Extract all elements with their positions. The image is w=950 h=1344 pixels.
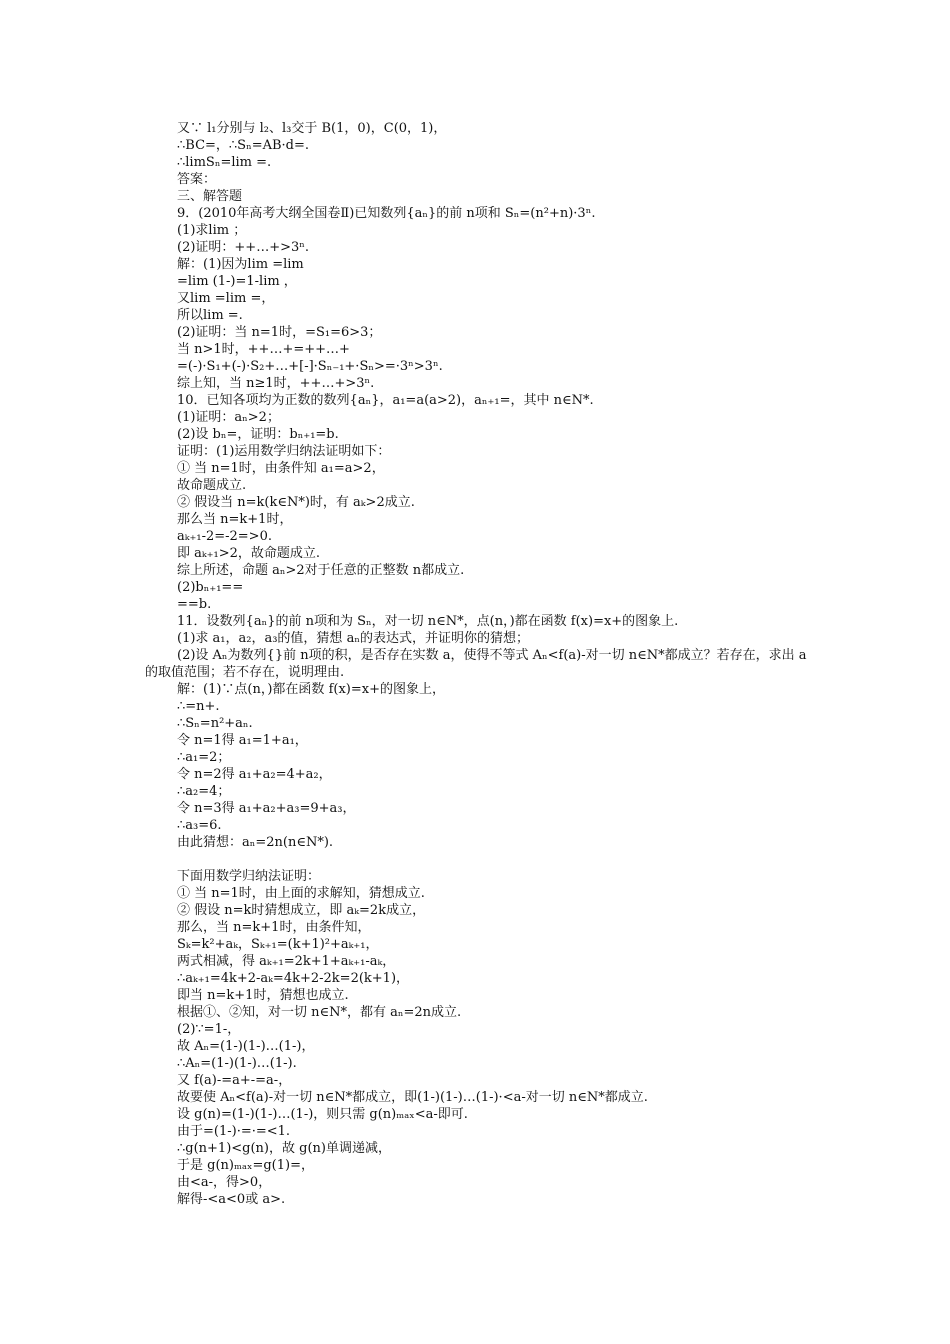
text-line: Sₖ=k²+aₖ，Sₖ₊₁=(k+1)²+aₖ₊₁， [177,937,379,952]
text-line: 综上所述，命题 aₙ>2对于任意的正整数 n都成立. [177,563,465,578]
text-line: (2)∵=1-， [177,1022,241,1037]
text-line: 答案： [177,172,217,187]
text-line: (1)证明：aₙ>2； [177,410,280,425]
text-line: 由于=(1-)·=·=<1. [177,1124,291,1139]
text-line: 又 f(a)-=a+-=a-， [177,1073,292,1088]
text-line: 令 n=3得 a₁+a₂+a₃=9+a₃， [177,801,356,816]
text-line: 故要使 Aₙ<f(a)-对一切 n∈N*都成立，即(1-)(1-)…(1-)·<a-对一切 n∈N*都成立. [177,1090,648,1105]
text-line: 当 n>1时，++…+=++…+ [177,342,350,357]
text-line: ∴Aₙ=(1-)(1-)…(1-). [177,1056,297,1071]
text-line: 又lim =lim =， [177,291,275,306]
text-line: (1)求lim ； [177,223,247,238]
text-line: 于是 g(n)ₘₐₓ=g(1)=， [177,1158,314,1173]
text-line: 令 n=1得 a₁=1+a₁， [177,733,308,748]
text-line: 令 n=2得 a₁+a₂=4+a₂， [177,767,332,782]
text-line: 下面用数学归纳法证明： [177,869,321,884]
text-line: ==b. [177,597,212,612]
text-line: 那么当 n=k+1时， [177,512,293,527]
text-line: ② 假设当 n=k(k∈N*)时，有 aₖ>2成立. [177,495,415,510]
text-line: ∴BC=，∴Sₙ=AB·d=. [177,138,310,153]
text-line: (1)求 a₁，a₂，a₃的值，猜想 aₙ的表达式，并证明你的猜想； [177,631,529,646]
text-line: 证明：(1)运用数学归纳法证明如下： [177,444,391,459]
text-line: 解：(1)因为lim =lim [177,257,304,272]
text-line: ∴g(n+1)<g(n)，故 g(n)单调递减， [177,1141,391,1156]
section-heading: 三、解答题 [177,189,243,204]
text-line: 即 aₖ₊₁>2，故命题成立. [177,546,320,561]
text-line: 解得-<a<0或 a>. [177,1192,286,1207]
problem-10-statement: 10．已知各项均为正数的数列{aₙ}，a₁=a(a>2)，aₙ₊₁=，其中 n∈N*. [177,393,594,408]
text-line: 综上知，当 n≥1时，++…+>3ⁿ. [177,376,375,391]
text-line: 解：(1)∵点(n，)都在函数 f(x)=x+的图象上， [177,682,445,697]
text-line: ① 当 n=1时，由上面的求解知，猜想成立. [177,886,425,901]
text-line: 故命题成立. [177,478,247,493]
blank-line [145,851,815,868]
text-line: ∴aₖ₊₁=4k+2-aₖ=4k+2-2k=2(k+1)， [177,971,410,986]
text-line: ∴a₂=4； [177,784,231,799]
text-line: 即当 n=k+1时，猜想也成立. [177,988,349,1003]
text-line: ∴a₃=6. [177,818,222,833]
text-line: 根据①、②知，对一切 n∈N*，都有 aₙ=2n成立. [177,1005,462,1020]
text-line: (2)证明：++…+>3ⁿ. [177,240,310,255]
text-line: aₖ₊₁-2=-2=>0. [177,529,272,544]
text-line: (2)证明：当 n=1时，=S₁=6>3； [177,325,382,340]
text-line: =lim (1-)=1-lim ， [177,274,297,289]
text-line: ② 假设 n=k时猜想成立，即 aₖ=2k成立， [177,903,426,918]
problem-11-statement: 11．设数列{aₙ}的前 n项和为 Sₙ，对一切 n∈N*，点(n，)都在函数 f(x)=x+的图象上. [177,614,679,629]
text-line: ∴a₁=2； [177,750,231,765]
text-line: ∴limSₙ=lim =. [177,155,272,170]
text-line: 所以lim =. [177,308,243,323]
document-body [145,120,815,1208]
text-line: =(-)·S₁+(-)·S₂+…+[-]·Sₙ₋₁+·Sₙ>=·3ⁿ>3ⁿ. [177,359,443,374]
problem-9-statement: 9．(2010年高考大纲全国卷Ⅱ)已知数列{aₙ}的前 n项和 Sₙ=(n²+n)·3ⁿ. [177,206,596,221]
text-line: 又∵ l₁分别与 l₂、l₃交于 B(1，0)，C(0，1)， [177,121,447,136]
text-line: 由此猜想：aₙ=2n(n∈N*). [177,835,334,850]
text-line: (2)设 bₙ=，证明：bₙ₊₁=b. [177,427,339,442]
text-line: 设 g(n)=(1-)(1-)…(1-)，则只需 g(n)ₘₐₓ<a-即可. [177,1107,468,1122]
text-line: 故 Aₙ=(1-)(1-)…(1-)， [177,1039,315,1054]
text-line-wrapped [145,1089,815,1106]
text-line-wrapped [145,647,815,681]
text-line: ① 当 n=1时，由条件知 a₁=a>2， [177,461,385,476]
text-line: 由<a-，得>0， [177,1175,272,1190]
text-line: (2)设 Aₙ为数列{}前 n项的积，是否存在实数 a，使得不等式 Aₙ<f(a)-对一切 n∈N*都成立？若存在，求出 a的取值范围；若不存在，说明理由. [145,648,807,680]
text-line: (2)bₙ₊₁== [177,580,244,595]
text-line: ∴=n+. [177,699,220,714]
text-line: 那么，当 n=k+1时，由条件知， [177,920,371,935]
text-line: ∴Sₙ=n²+aₙ. [177,716,253,731]
text-line: 两式相减，得 aₖ₊₁=2k+1+aₖ₊₁-aₖ， [177,954,396,969]
